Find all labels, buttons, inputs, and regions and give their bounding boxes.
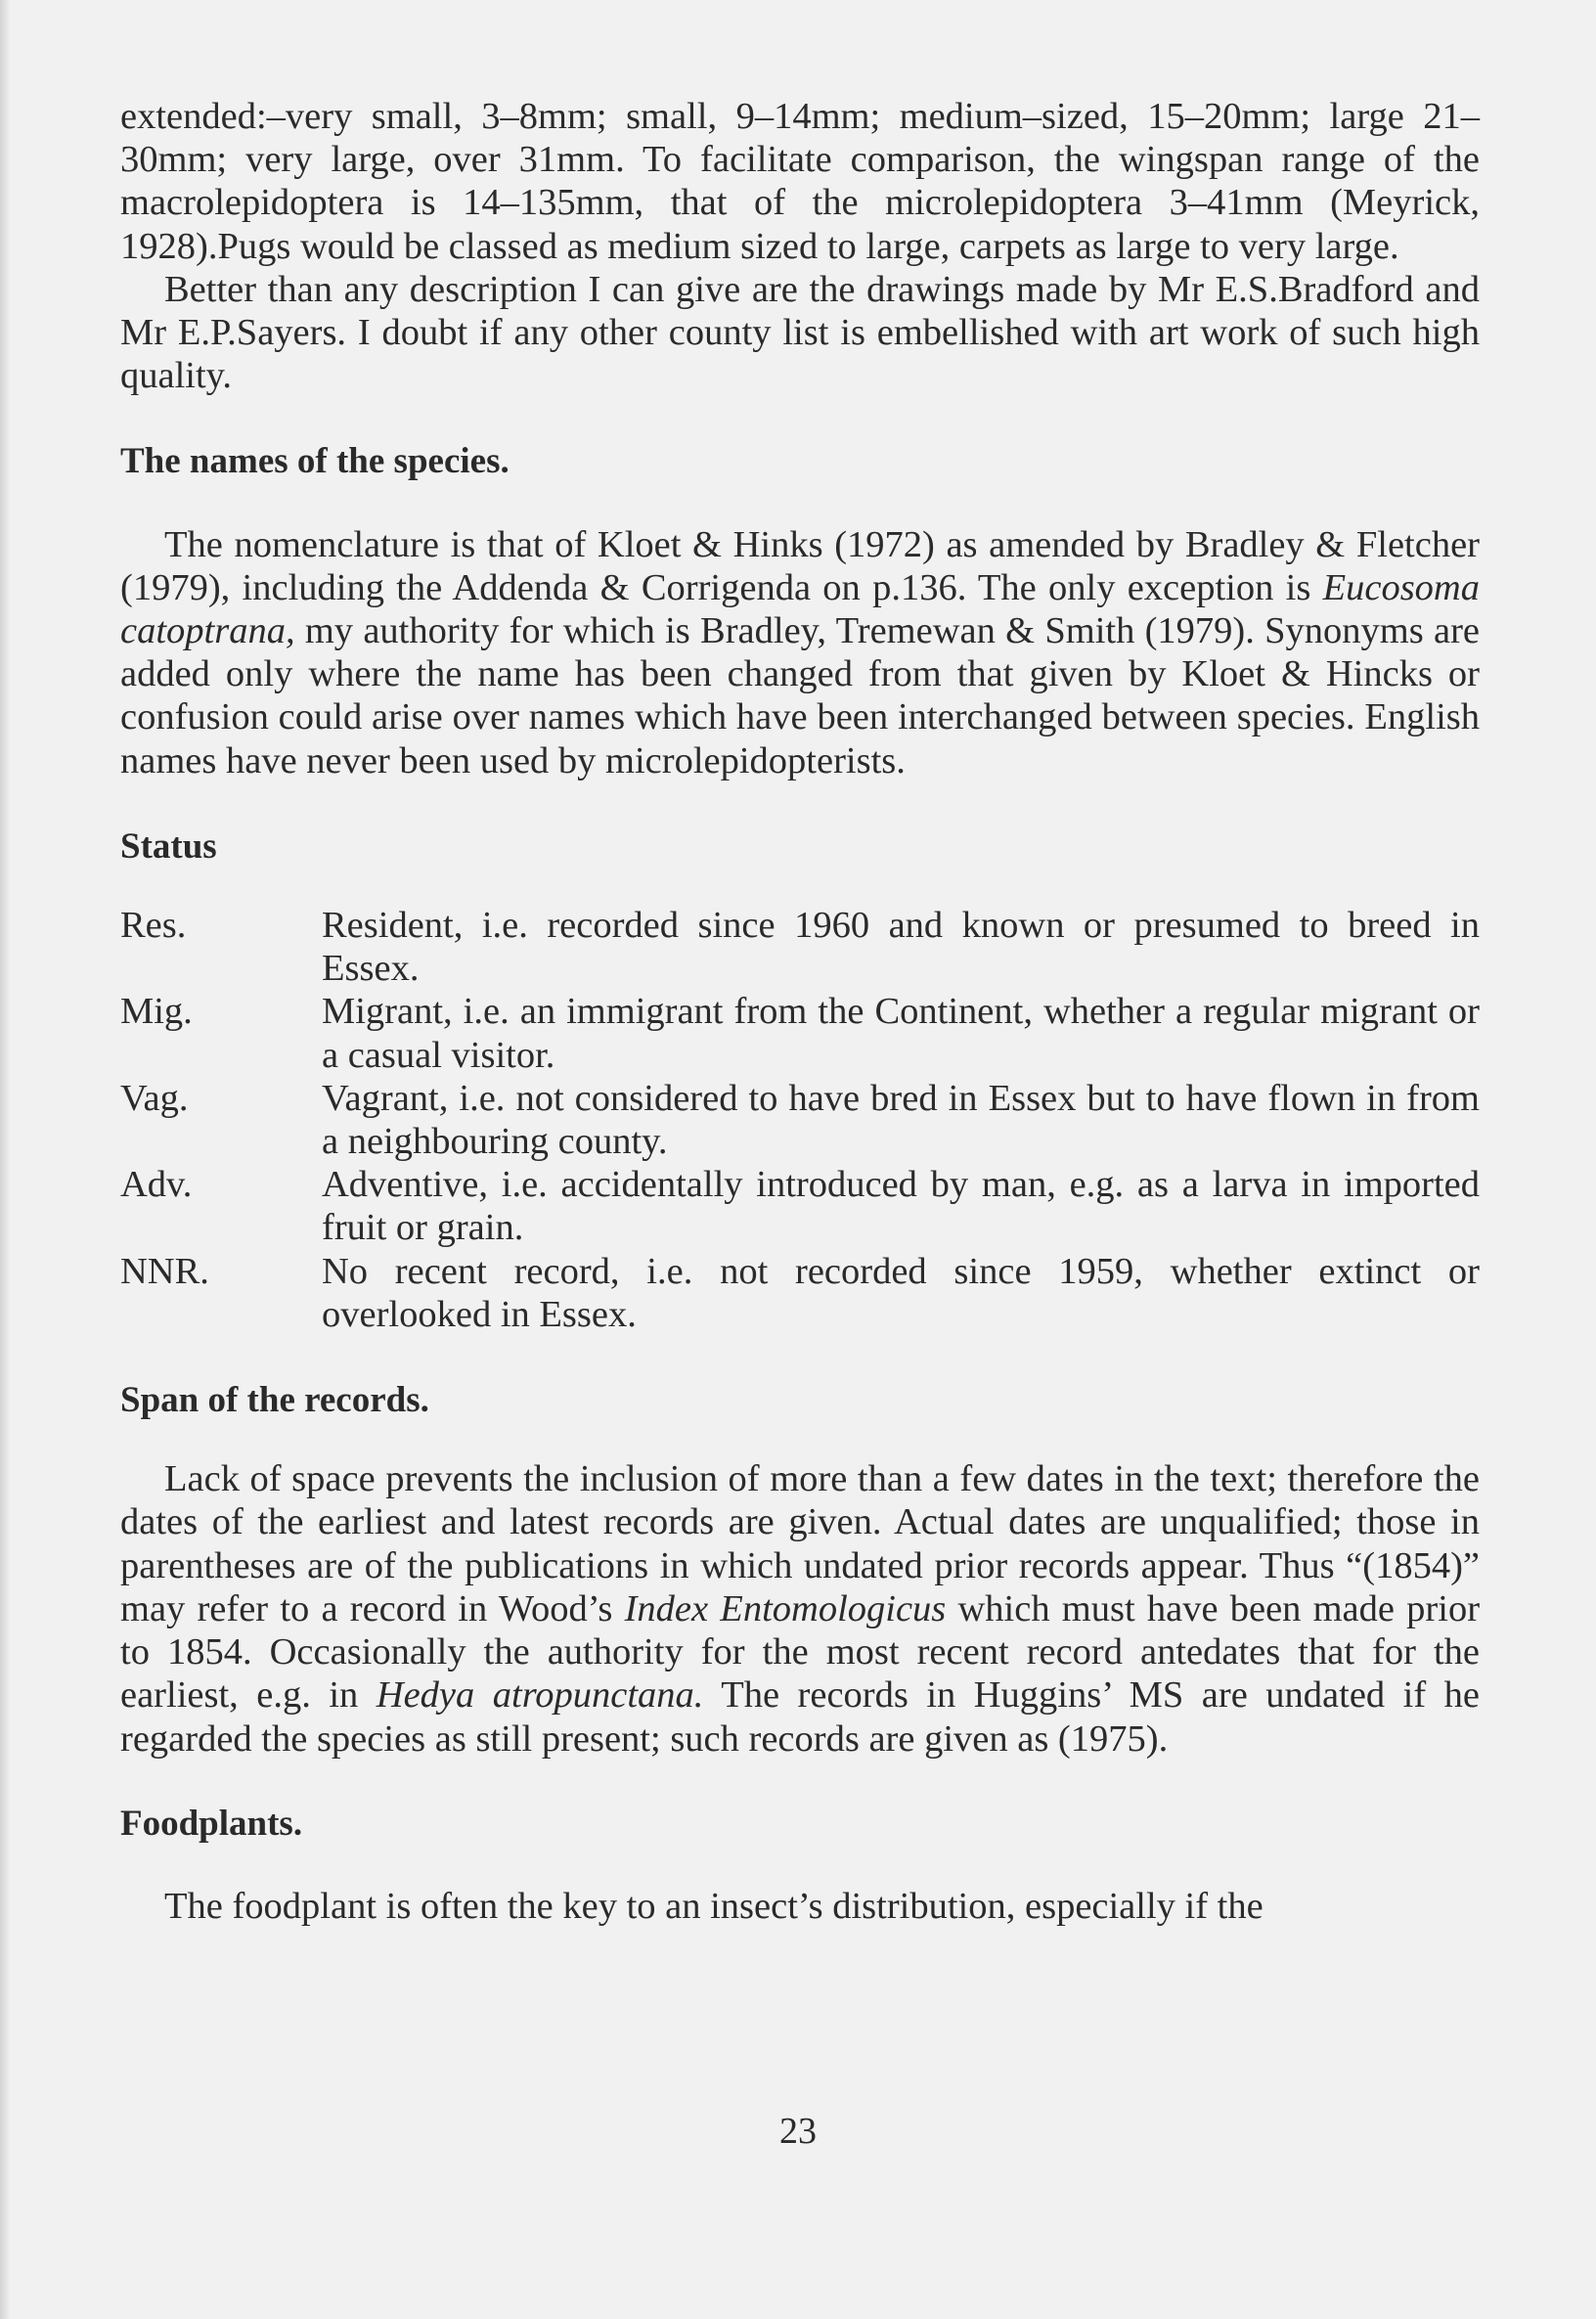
names-paragraph (120, 523, 1480, 782)
status-abbr: Vag. (120, 1077, 189, 1119)
heading-foodplants: Foodplants. (120, 1803, 303, 1844)
status-row-nnr (120, 1250, 1480, 1336)
span-text-1: Lack of space prevents the inclusion of more than a few dates in the text; therefore the dates of the earliest and latest records are given. Actual dates are unqualified; those in parentheses are of the publications in which undated prior records appear. Thus “(1854)” may refer to a record in Wood’s (120, 1458, 1480, 1629)
span-paragraph (120, 1457, 1480, 1760)
span-italic-index: Index Entomologicus (624, 1587, 947, 1629)
status-row-vag (120, 1077, 1480, 1163)
heading-status: Status (120, 825, 217, 867)
span-text-2: which must have been made prior to 1854. Occasionally the authority for the most recent record antedates that for the earliest, e.g. in (120, 1587, 1481, 1717)
status-abbr: Mig. (120, 991, 193, 1033)
heading-span-of-records: Span of the records. (120, 1380, 429, 1421)
status-desc: Adventive, i.e. accidentally introduced by man, e.g. as a larva in imported fruit or grain. (322, 1164, 1480, 1249)
status-row-mig (120, 990, 1480, 1076)
page-edge-shadow (0, 0, 10, 2319)
status-abbr: NNR. (120, 1250, 209, 1292)
status-desc: Migrant, i.e. an immigrant from the Continent, whether a regular migrant or a casual visitor. (322, 991, 1480, 1076)
status-row-res (120, 904, 1480, 990)
page-number: 23 (779, 2111, 817, 2152)
status-desc: Resident, i.e. recorded since 1960 and known or presumed to breed in Essex. (322, 905, 1480, 990)
status-row-adv (120, 1163, 1480, 1249)
intro-paragraph-1: extended:–very small, 3–8mm; small, 9–14mm; medium–sized, 15–20mm; large 21–30mm; very large, over 31mm. To facilitate comparison, the wingspan range of the macrolepidoptera is 14–135mm, that of the microlepidoptera 3–41mm (Meyrick, 1928).Pugs would be classed as medium sized to large, carpets as large to very large. (120, 96, 1480, 267)
status-list (120, 904, 1480, 1336)
span-italic-hedya: Hedya atropunctana. (376, 1674, 704, 1717)
status-abbr: Adv. (120, 1164, 193, 1206)
status-abbr: Res. (120, 905, 187, 947)
status-desc: Vagrant, i.e. not considered to have bred in Essex but to have flown in from a neighbouring county. (322, 1077, 1480, 1163)
foodplants-paragraph: The foodplant is often the key to an insect’s distribution, especially if the (164, 1885, 1264, 1927)
names-text-2: my authority for which is Bradley, Tremewan & Smith (1979). Synonyms are added only where the name has been changed from that given by Kloet & Hincks or confusion could arise over names which have been interchanged between species. English names have never been used by microlepidopterists. (120, 610, 1480, 781)
names-text-1: The nomenclature is that of Kloet & Hinks (1972) as amended by Bradley & Fletcher (1979), including the Addenda & Corrigenda on p.136. The only exception is (120, 523, 1480, 608)
page-content (120, 95, 1480, 1928)
heading-names-of-species: The names of the species. (120, 441, 510, 482)
intro-paragraph-2: Better than any description I can give are the drawings made by Mr E.S.Bradford and Mr E.P.Sayers. I doubt if any other county list is embellished with art work of such high quality. (120, 268, 1480, 397)
span-text-3: The records in Huggins’ MS are undated if he regarded the species as still present; such records are given as (1975). (120, 1674, 1480, 1760)
names-italic-species: Eucosoma catoptrana, (120, 566, 1480, 652)
status-desc: No recent record, i.e. not recorded since 1959, whether extinct or overlooked in Essex. (322, 1250, 1480, 1335)
